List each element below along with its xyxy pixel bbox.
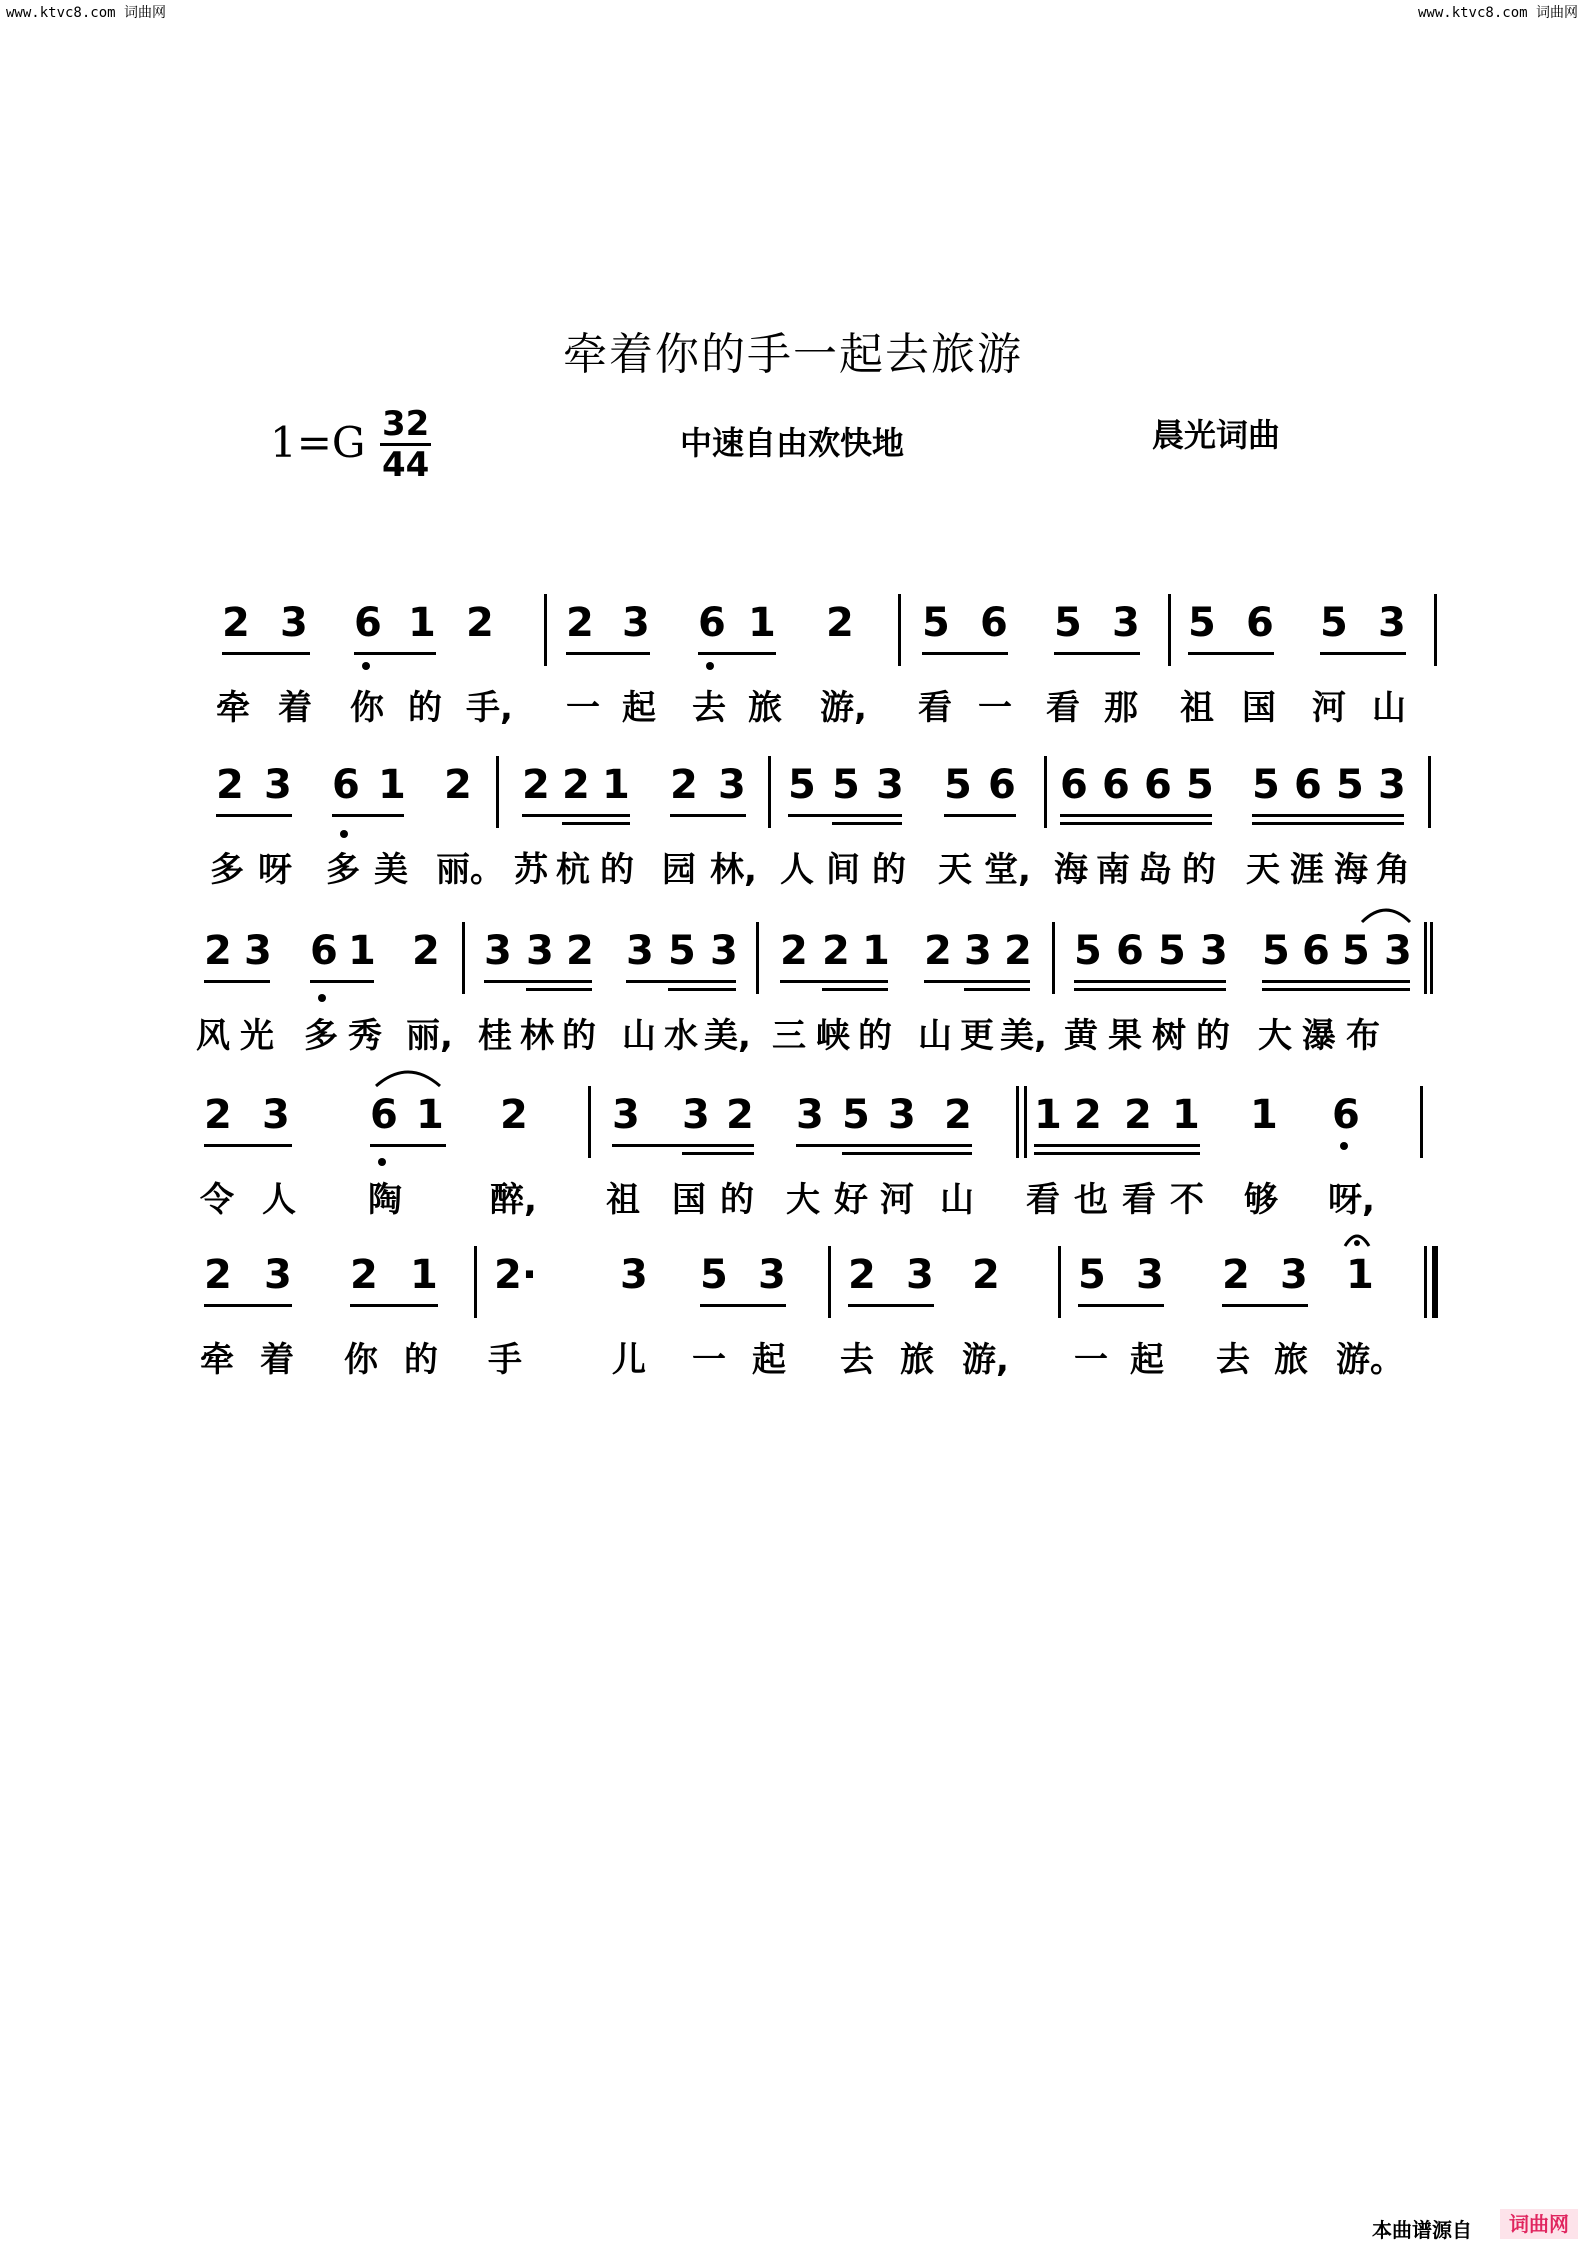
note: 2: [412, 928, 440, 974]
underline: [848, 1304, 934, 1307]
lyric: 美,: [1000, 1016, 1047, 1056]
note: 3: [262, 1092, 290, 1138]
lyric: 好: [834, 1180, 868, 1220]
lyric: 的: [1196, 1016, 1230, 1056]
underline: [1074, 980, 1226, 983]
lyric: 人: [262, 1180, 296, 1220]
bar-line: [1044, 756, 1047, 828]
lyric: 一: [692, 1340, 726, 1380]
lyric: 的: [720, 1180, 754, 1220]
underline: [788, 814, 902, 817]
author-credit: 晨光词曲: [1152, 416, 1281, 454]
lyric: 树: [1152, 1016, 1186, 1056]
note: 5: [1342, 928, 1370, 974]
note: 2: [216, 762, 244, 808]
time-signature-bottom: 44: [382, 445, 430, 485]
lyric: 呀,: [1328, 1180, 1375, 1220]
underline: [842, 1152, 972, 1155]
lyric: 祖: [1180, 688, 1214, 728]
underline: [670, 814, 746, 817]
note: 3: [876, 762, 904, 808]
underline: [796, 1144, 972, 1147]
site-logo[interactable]: 词曲网: [1500, 2209, 1578, 2239]
lyric: 林,: [710, 850, 757, 890]
bar-line: [1424, 1246, 1427, 1318]
lyric: 河: [880, 1180, 914, 1220]
lyric: 一: [566, 688, 600, 728]
note: 2: [466, 600, 494, 646]
note: 2: [562, 762, 590, 808]
note: 3: [758, 1252, 786, 1298]
bar-line: [898, 594, 901, 666]
lyric: 人: [780, 850, 814, 890]
lyric: 间: [826, 850, 860, 890]
fermata-icon: [1342, 1228, 1372, 1248]
notes-row: [0, 762, 1586, 852]
lyrics-row: [0, 680, 1586, 730]
lyric: 旅: [1274, 1340, 1308, 1380]
note: 3: [526, 928, 554, 974]
lyric: 黄: [1064, 1016, 1098, 1056]
lyric: 多: [210, 850, 244, 890]
lyric: 起: [1130, 1340, 1164, 1380]
bar-line: [462, 922, 465, 994]
note: 3: [1112, 600, 1140, 646]
lyric: 游,: [962, 1340, 1009, 1380]
tempo-marking: 中速自由欢快地: [680, 424, 905, 462]
note: 2: [222, 600, 250, 646]
bar-line: [496, 756, 499, 828]
lyrics-row: [0, 1332, 1586, 1382]
note: 3: [1384, 928, 1412, 974]
lyric: 林: [520, 1016, 554, 1056]
lyric: 天: [938, 850, 972, 890]
lyric: 角: [1376, 850, 1410, 890]
underline: [1060, 822, 1212, 825]
bar-line: [588, 1086, 591, 1158]
note: 3: [682, 1092, 710, 1138]
underline: [216, 814, 292, 817]
lyric: 起: [622, 688, 656, 728]
low-octave-dot: [340, 830, 348, 838]
underline: [1060, 814, 1212, 817]
lyric: 的: [872, 850, 906, 890]
note: 3: [612, 1092, 640, 1138]
note: 5: [944, 762, 972, 808]
underline: [204, 980, 270, 983]
underline: [1262, 980, 1410, 983]
note: 2: [350, 1252, 378, 1298]
lyric: 去: [692, 688, 726, 728]
lyric: 令: [200, 1180, 234, 1220]
lyric: 旅: [748, 688, 782, 728]
note: 3: [796, 1092, 824, 1138]
note: 2: [848, 1252, 876, 1298]
lyric: 岛: [1138, 850, 1172, 890]
lyric: 着: [260, 1340, 294, 1380]
lyric: 水: [664, 1016, 698, 1056]
note: 3: [1280, 1252, 1308, 1298]
note: 3: [964, 928, 992, 974]
underline: [1262, 988, 1410, 991]
note: 6: [1246, 600, 1274, 646]
note: 2: [670, 762, 698, 808]
note: 3: [710, 928, 738, 974]
underline: [1074, 988, 1226, 991]
note: 2·: [494, 1252, 538, 1298]
lyric: 牵: [200, 1340, 234, 1380]
note: 5: [1252, 762, 1280, 808]
lyric: 山: [918, 1016, 952, 1056]
note: 2: [822, 928, 850, 974]
note: 6: [332, 762, 360, 808]
underline: [1222, 1304, 1308, 1307]
watermark-right: www.ktvc8.com 词曲网: [1417, 5, 1578, 21]
note: 1: [410, 1252, 438, 1298]
bar-line: [1428, 756, 1431, 828]
underline: [832, 822, 902, 825]
note: 3: [888, 1092, 916, 1138]
lyric: 风: [196, 1016, 230, 1056]
bar-line: [1024, 1086, 1027, 1158]
low-octave-dot: [1340, 1142, 1348, 1150]
lyric: 看: [1026, 1180, 1060, 1220]
note: 6: [1294, 762, 1322, 808]
lyric: 起: [752, 1340, 786, 1380]
note: 2: [566, 928, 594, 974]
note: 1: [1346, 1252, 1374, 1298]
note: 6: [370, 1092, 398, 1138]
underline: [204, 1144, 292, 1147]
underline: [682, 1152, 754, 1155]
lyric: 堂,: [984, 850, 1031, 890]
note: 3: [264, 1252, 292, 1298]
lyric: 手: [488, 1340, 522, 1380]
lyric: 峡: [816, 1016, 850, 1056]
lyric: 三: [772, 1016, 806, 1056]
underline: [526, 988, 592, 991]
lyric: 桂: [478, 1016, 512, 1056]
underline: [626, 980, 736, 983]
note: 3: [622, 600, 650, 646]
underline: [698, 652, 776, 655]
note: 1: [1034, 1092, 1062, 1138]
underline: [944, 814, 1016, 817]
lyric: 看: [1046, 688, 1080, 728]
note: 5: [842, 1092, 870, 1138]
note: 2: [204, 1252, 232, 1298]
bar-line: [1058, 1246, 1061, 1318]
lyric: 游,: [820, 688, 867, 728]
song-title: 牵着你的手一起去旅游: [563, 329, 1023, 380]
note: 2: [780, 928, 808, 974]
lyric: 去: [1216, 1340, 1250, 1380]
lyric: 够: [1244, 1180, 1278, 1220]
underline: [780, 980, 888, 983]
note: 6: [1302, 928, 1330, 974]
note: 3: [1200, 928, 1228, 974]
underline: [822, 988, 888, 991]
note: 5: [922, 600, 950, 646]
underline: [1034, 1144, 1200, 1147]
lyric: 你: [344, 1340, 378, 1380]
underline: [204, 1304, 292, 1307]
bar-line: [1420, 1086, 1423, 1158]
lyric: 河: [1312, 688, 1346, 728]
note: 1: [748, 600, 776, 646]
underline: [922, 652, 1008, 655]
lyric: 一: [1074, 1340, 1108, 1380]
lyric: 的: [1182, 850, 1216, 890]
lyric: 美,: [704, 1016, 751, 1056]
lyric: 果: [1108, 1016, 1142, 1056]
note: 3: [244, 928, 272, 974]
lyric: 看: [918, 688, 952, 728]
lyric: 游。: [1336, 1340, 1404, 1380]
lyric: 丽。: [436, 850, 504, 890]
lyric: 不: [1170, 1180, 1204, 1220]
lyric: 南: [1096, 850, 1130, 890]
note: 3: [1378, 600, 1406, 646]
bar-line: [1434, 594, 1437, 666]
note: 5: [832, 762, 860, 808]
note: 6: [1144, 762, 1172, 808]
underline: [1188, 652, 1274, 655]
underline: [1320, 652, 1406, 655]
note: 2: [944, 1092, 972, 1138]
low-octave-dot: [378, 1158, 386, 1166]
underline: [354, 652, 436, 655]
lyric: 一: [978, 688, 1012, 728]
slur-arc: [1360, 902, 1412, 924]
note: 5: [1262, 928, 1290, 974]
lyric: 国: [1242, 688, 1276, 728]
lyric: 着: [278, 688, 312, 728]
note: 6: [354, 600, 382, 646]
note: 1: [408, 600, 436, 646]
note: 2: [1004, 928, 1032, 974]
underline: [350, 1304, 438, 1307]
underline: [1034, 1152, 1200, 1155]
note: 6: [1102, 762, 1130, 808]
lyric: 丽,: [406, 1016, 453, 1056]
note: 2: [204, 1092, 232, 1138]
lyric: 大: [1258, 1016, 1292, 1056]
lyric: 大: [786, 1180, 820, 1220]
lyric: 的: [562, 1016, 596, 1056]
note: 5: [1054, 600, 1082, 646]
lyric: 美: [374, 850, 408, 890]
underline: [222, 652, 310, 655]
note: 5: [1186, 762, 1214, 808]
lyric: 园: [662, 850, 696, 890]
bar-line: [1016, 1086, 1019, 1158]
note: 3: [620, 1252, 648, 1298]
lyric: 布: [1346, 1016, 1380, 1056]
lyric: 山: [1372, 688, 1406, 728]
underline: [562, 822, 630, 825]
underline: [668, 988, 736, 991]
note: 1: [602, 762, 630, 808]
note: 6: [310, 928, 338, 974]
underline: [566, 652, 650, 655]
time-signature: [380, 405, 431, 484]
watermark-left: www.ktvc8.com 词曲网: [6, 5, 167, 21]
note: 1: [348, 928, 376, 974]
bar-line: [544, 594, 547, 666]
lyric: 天: [1246, 850, 1280, 890]
note: 2: [726, 1092, 754, 1138]
lyric: 儿: [612, 1340, 646, 1380]
note: 5: [1336, 762, 1364, 808]
underline: [1252, 822, 1404, 825]
note: 2: [826, 600, 854, 646]
note: 3: [1378, 762, 1406, 808]
lyric: 看: [1122, 1180, 1156, 1220]
lyric: 旅: [900, 1340, 934, 1380]
underline: [1054, 652, 1140, 655]
note: 3: [626, 928, 654, 974]
lyric: 杭: [556, 850, 590, 890]
lyric: 手,: [466, 688, 513, 728]
note: 5: [1074, 928, 1102, 974]
lyric: 那: [1104, 688, 1138, 728]
note: 5: [1320, 600, 1348, 646]
note: 3: [906, 1252, 934, 1298]
underline: [370, 1144, 446, 1147]
lyric: 你: [350, 688, 384, 728]
bar-line: [1424, 922, 1427, 994]
lyrics-row: [0, 1008, 1586, 1058]
underline: [964, 988, 1030, 991]
underline: [484, 980, 592, 983]
note: 2: [444, 762, 472, 808]
note: 1: [416, 1092, 444, 1138]
final-bar-line: [1432, 1246, 1438, 1318]
note: 2: [972, 1252, 1000, 1298]
lyric: 瀑: [1302, 1016, 1336, 1056]
note: 2: [1222, 1252, 1250, 1298]
note: 2: [204, 928, 232, 974]
key-signature: 1=G: [270, 418, 366, 467]
note: 2: [924, 928, 952, 974]
notes-row: [0, 1252, 1586, 1342]
lyric: 呀: [258, 850, 292, 890]
note: 2: [1074, 1092, 1102, 1138]
lyrics-row: [0, 842, 1586, 892]
lyric: 的: [404, 1340, 438, 1380]
bar-line: [474, 1246, 477, 1318]
underline: [700, 1304, 786, 1307]
lyric: 醉,: [490, 1180, 537, 1220]
lyric: 山: [622, 1016, 656, 1056]
lyric: 祖: [606, 1180, 640, 1220]
lyric: 苏: [514, 850, 548, 890]
bar-line: [1168, 594, 1171, 666]
lyric: 海: [1334, 850, 1368, 890]
lyric: 秀: [348, 1016, 382, 1056]
low-octave-dot: [362, 662, 370, 670]
bar-line: [756, 922, 759, 994]
note: 1: [378, 762, 406, 808]
lyric: 海: [1054, 850, 1088, 890]
lyric: 多: [304, 1016, 338, 1056]
note: 6: [980, 600, 1008, 646]
note: 6: [1060, 762, 1088, 808]
note: 2: [500, 1092, 528, 1138]
note: 5: [1078, 1252, 1106, 1298]
underline: [924, 980, 1030, 983]
note: 2: [1124, 1092, 1152, 1138]
lyric: 也: [1074, 1180, 1108, 1220]
note: 3: [1136, 1252, 1164, 1298]
underline: [612, 1144, 754, 1147]
lyric: 牵: [216, 688, 250, 728]
note: 5: [1158, 928, 1186, 974]
lyric: 的: [600, 850, 634, 890]
underline: [1078, 1304, 1164, 1307]
bar-line: [1052, 922, 1055, 994]
source-note: 本曲谱源自: [1372, 2218, 1472, 2242]
low-octave-dot: [706, 662, 714, 670]
note: 3: [484, 928, 512, 974]
lyric: 去: [840, 1340, 874, 1380]
note: 5: [788, 762, 816, 808]
underline: [522, 814, 630, 817]
slur-arc: [374, 1064, 442, 1088]
note: 6: [698, 600, 726, 646]
notes-row: [0, 928, 1586, 1018]
lyric: 陶: [368, 1180, 402, 1220]
lyric: 山: [940, 1180, 974, 1220]
lyric: 涯: [1290, 850, 1324, 890]
underline: [332, 814, 404, 817]
time-signature-top: 32: [382, 404, 430, 444]
note: 6: [1332, 1092, 1360, 1138]
note: 2: [522, 762, 550, 808]
underline: [1252, 814, 1404, 817]
note: 3: [264, 762, 292, 808]
bar-line: [828, 1246, 831, 1318]
low-octave-dot: [318, 994, 326, 1002]
note: 1: [862, 928, 890, 974]
note: 3: [280, 600, 308, 646]
note: 5: [700, 1252, 728, 1298]
bar-line: [768, 756, 771, 828]
lyric: 光: [240, 1016, 274, 1056]
underline: [310, 980, 374, 983]
notes-row: [0, 600, 1586, 690]
lyric: 的: [858, 1016, 892, 1056]
note: 1: [1250, 1092, 1278, 1138]
lyric: 更: [960, 1016, 994, 1056]
bar-line: [1430, 922, 1433, 994]
lyric: 国: [672, 1180, 706, 1220]
note: 3: [718, 762, 746, 808]
note: 2: [566, 600, 594, 646]
notes-row: [0, 1092, 1586, 1182]
note: 6: [988, 762, 1016, 808]
note: 1: [1172, 1092, 1200, 1138]
note: 5: [668, 928, 696, 974]
note: 6: [1116, 928, 1144, 974]
lyric: 的: [408, 688, 442, 728]
lyrics-row: [0, 1172, 1586, 1222]
note: 5: [1188, 600, 1216, 646]
lyric: 多: [326, 850, 360, 890]
